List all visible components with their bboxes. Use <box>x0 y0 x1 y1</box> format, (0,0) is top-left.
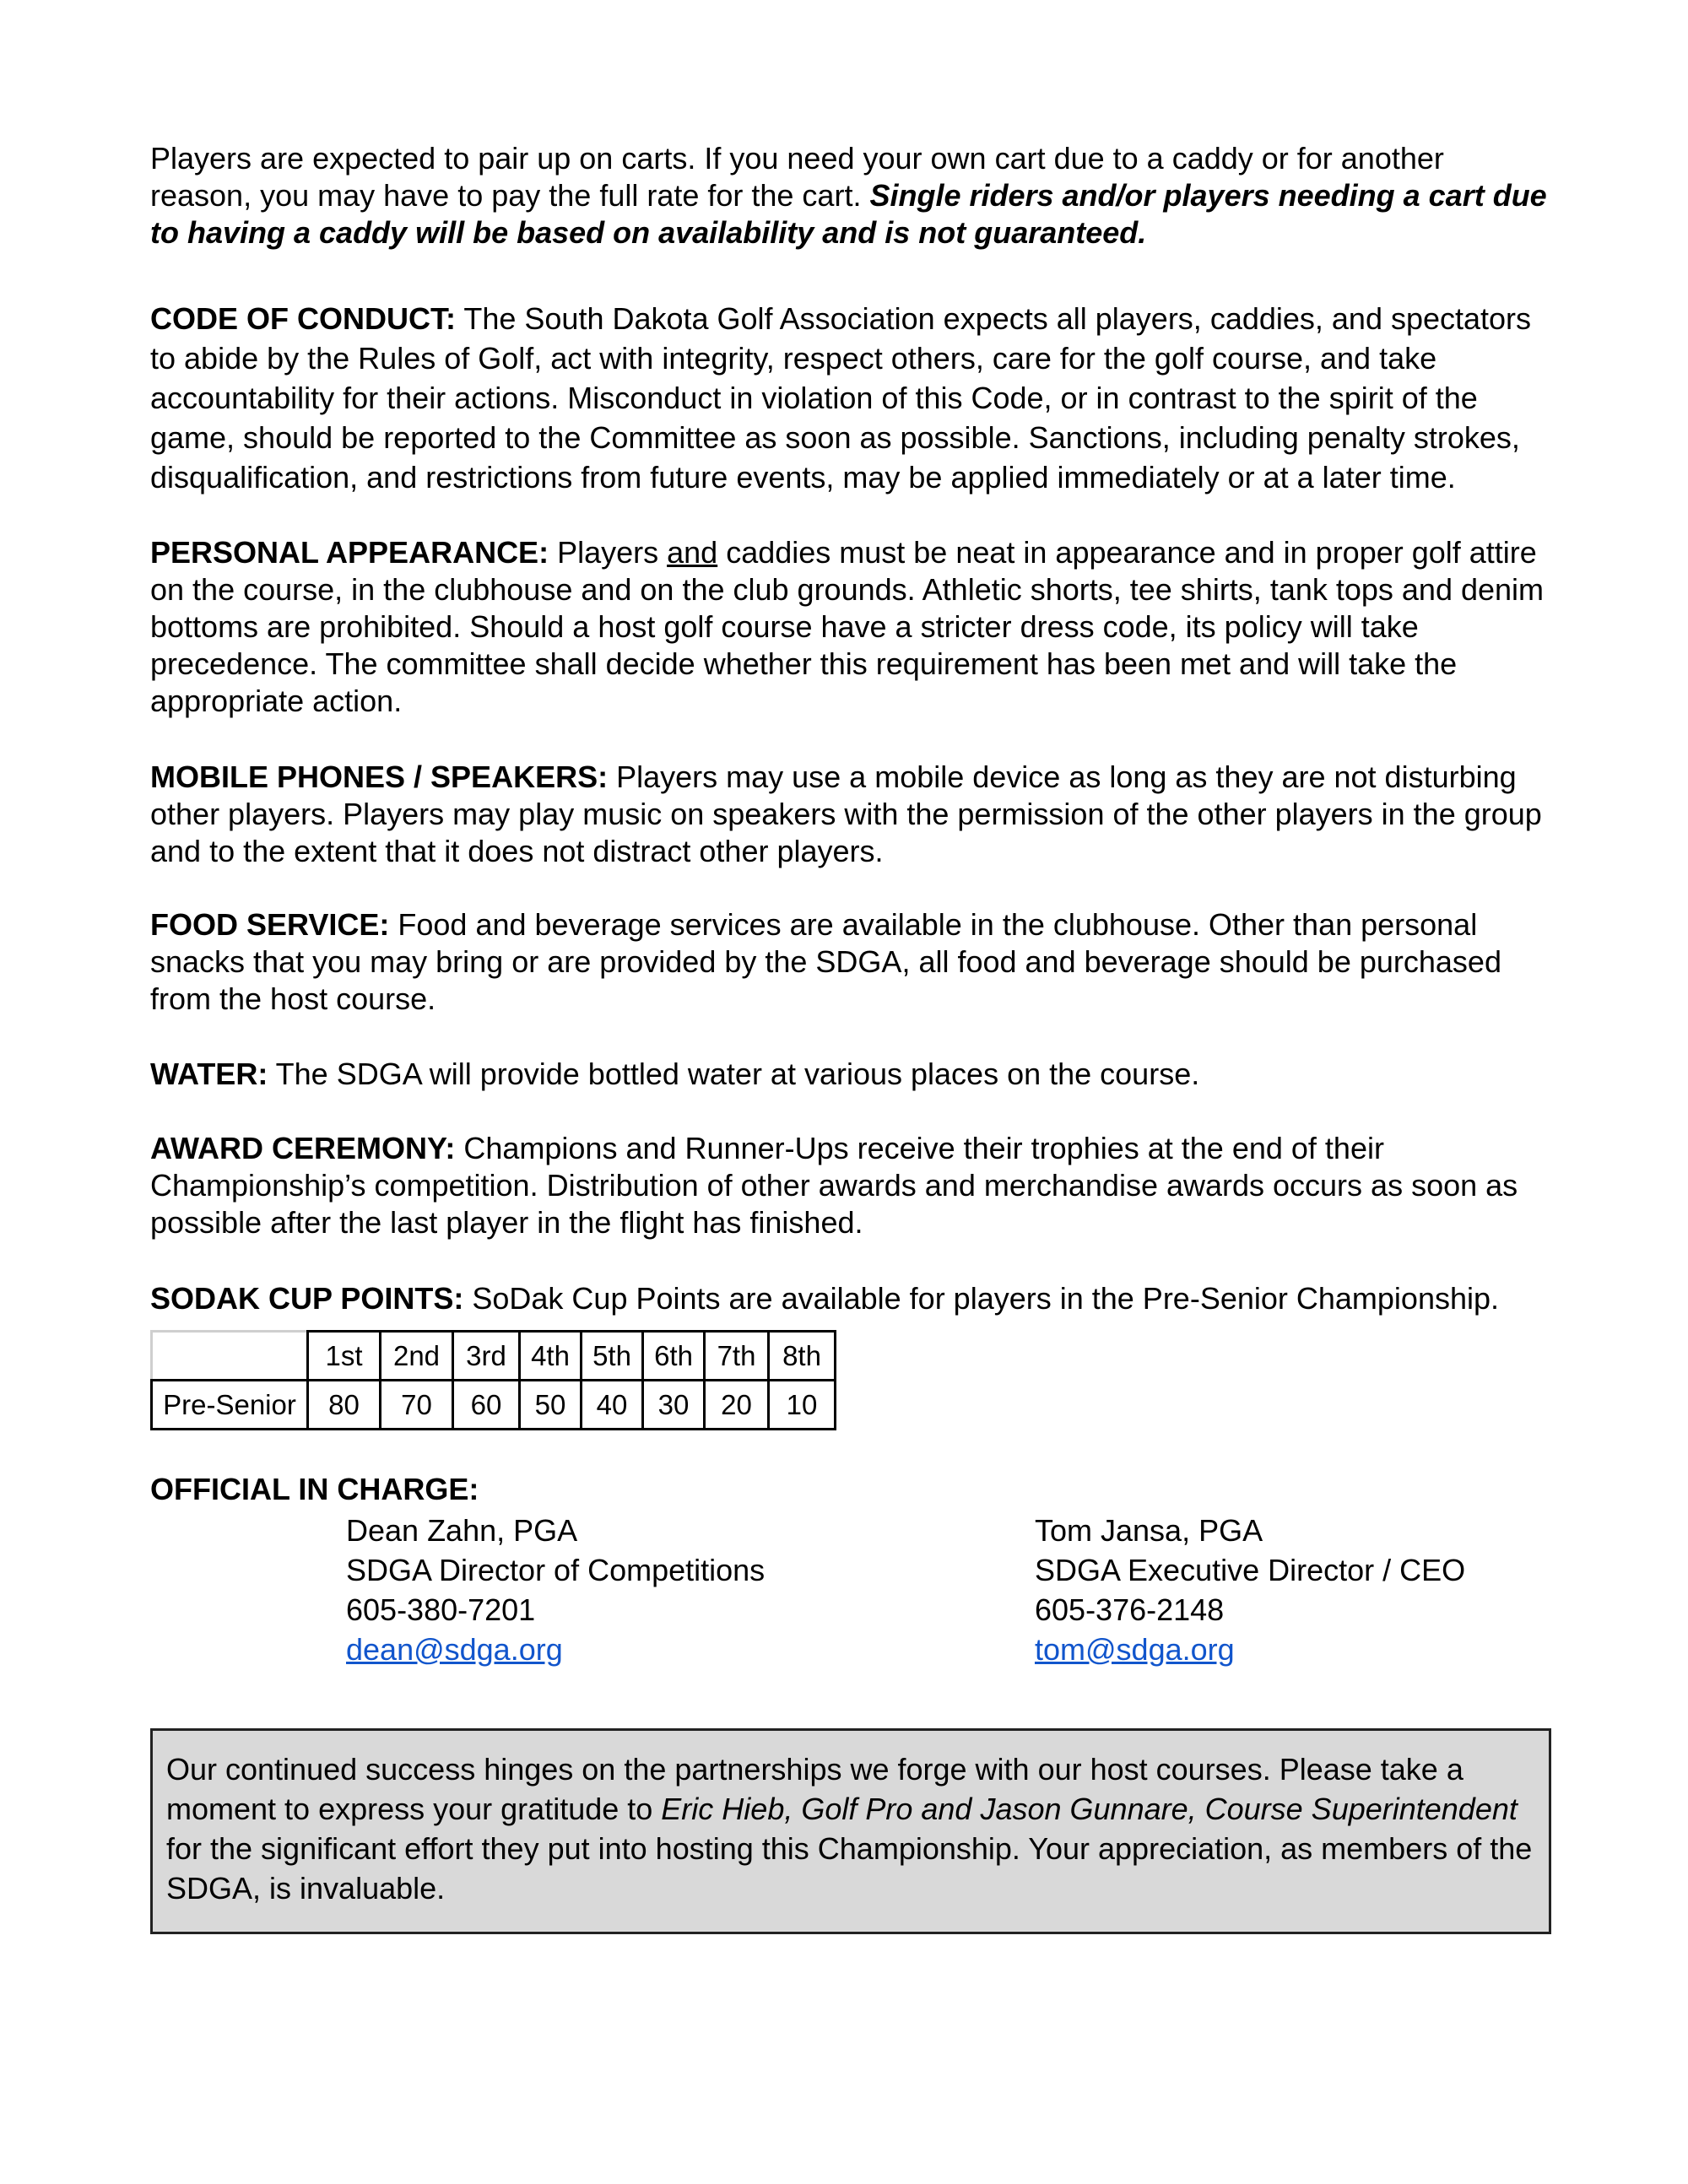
contact-card-tom <box>1035 1511 1465 1669</box>
contact-email-link[interactable]: tom@sdga.org <box>1035 1632 1235 1667</box>
section-text: caddies must be neat in appearance and in proper golf attire on the course, in the clubhouse and on the club grounds. Athletic shorts, tee shirts, tank tops and denim bottoms are prohibited. Should a host golf course have a stricter dress code, its policy will take precedence. The committee shall decide whether this requirement has been met and will take the appropriate action. <box>150 535 1545 718</box>
cart-policy-paragraph <box>150 140 1551 251</box>
contact-phone: 605-376-2148 <box>1035 1592 1225 1627</box>
table-header-cell: 3rd <box>453 1332 520 1381</box>
table-header-cell: 2nd <box>381 1332 453 1381</box>
section-heading: SODAK CUP POINTS: <box>150 1281 464 1316</box>
table-cell: 70 <box>381 1381 453 1430</box>
table-header-cell: 4th <box>520 1332 582 1381</box>
section-text: Champions and Runner-Ups receive their trophies at the end of their Championship’s competition. Distribution of other awards and merchandise awards occurs as soon as possible after the last player in the flight has finished. <box>150 1131 1518 1240</box>
table-header-cell: 8th <box>769 1332 836 1381</box>
gratitude-callout-box <box>150 1728 1551 1934</box>
host-staff-names: Eric Hieb, Golf Pro and Jason Gunnare, Course Superintendent <box>661 1792 1518 1826</box>
sodak-cup-points-table <box>150 1330 836 1430</box>
section-text: Players may use a mobile device as long as they are not disturbing other players. Players may play music on speakers with the permission of the other players in the group and to the extent that it does not distract other players. <box>150 760 1542 868</box>
mobile-phones-paragraph <box>150 759 1551 870</box>
section-heading: AWARD CEREMONY: <box>150 1131 456 1165</box>
contact-title: SDGA Director of Competitions <box>346 1553 766 1587</box>
water-paragraph <box>150 1056 1551 1093</box>
table-header-cell: 5th <box>582 1332 643 1381</box>
contact-card-dean <box>346 1511 765 1669</box>
gratitude-text-end: for the significant effort they put into hosting this Championship. Your appreciation, as members of the SDGA, is invaluable. <box>166 1831 1533 1906</box>
gratitude-text <box>153 1731 1550 1908</box>
cart-policy-text: Players are expected to pair up on carts. If you need your own cart due to a caddy or for another reason, you may have to pay the full rate for the cart. <box>150 141 1444 213</box>
section-heading: FOOD SERVICE: <box>150 907 390 942</box>
table-header-cell: 6th <box>643 1332 705 1381</box>
section-text: Players <box>549 535 668 570</box>
food-service-paragraph <box>150 906 1551 1018</box>
official-in-charge-heading <box>150 1471 1551 1508</box>
table-cell: 80 <box>308 1381 381 1430</box>
contact-name: Dean Zahn, PGA <box>346 1513 578 1548</box>
table-cell: 30 <box>643 1381 705 1430</box>
personal-appearance-paragraph <box>150 534 1551 720</box>
section-heading: PERSONAL APPEARANCE: <box>150 535 549 570</box>
table-cell: 40 <box>582 1381 643 1430</box>
section-text: Food and beverage services are available in the clubhouse. Other than personal snacks that you may bring or are provided by the SDGA, all food and beverage should be purchased from the host course. <box>150 907 1501 1016</box>
table-header-cell: 7th <box>705 1332 769 1381</box>
section-heading: MOBILE PHONES / SPEAKERS: <box>150 760 609 794</box>
code-of-conduct-paragraph <box>150 299 1551 497</box>
section-text: The South Dakota Golf Association expects all players, caddies, and spectators to abide by the Rules of Golf, act with integrity, respect others, care for the golf course, and take accountability for their actions. Misconduct in violation of this Code, or in contrast to the spirit of the game, should be reported to the Committee as soon as possible. Sanctions, including penalty strokes, disqualification, and restrictions from future events, may be applied immediately or at a later time. <box>150 301 1532 495</box>
section-heading: WATER: <box>150 1057 268 1091</box>
table-row <box>152 1381 836 1430</box>
sodak-cup-paragraph <box>150 1280 1551 1317</box>
table-cell: 60 <box>453 1381 520 1430</box>
award-ceremony-paragraph <box>150 1130 1551 1241</box>
contact-name: Tom Jansa, PGA <box>1035 1513 1263 1548</box>
section-heading: OFFICIAL IN CHARGE: <box>150 1472 479 1506</box>
contact-phone: 605-380-7201 <box>346 1592 536 1627</box>
table-row-label: Pre-Senior <box>152 1381 308 1430</box>
gratitude-text-start: Our continued success hinges on the partnerships we forge with our host courses. Please take a moment to express your gratitude to <box>166 1752 1463 1826</box>
table-header-row <box>152 1332 836 1381</box>
table-corner-cell <box>152 1332 308 1381</box>
table-cell: 10 <box>769 1381 836 1430</box>
contact-title: SDGA Executive Director / CEO <box>1035 1553 1466 1587</box>
table-cell: 50 <box>520 1381 582 1430</box>
table-header-cell: 1st <box>308 1332 381 1381</box>
section-text: The SDGA will provide bottled water at various places on the course. <box>268 1057 1200 1091</box>
section-text: SoDak Cup Points are available for players in the Pre-Senior Championship. <box>463 1281 1500 1316</box>
cart-policy-emphasis: Single riders and/or players needing a cart due to having a caddy will be based on availability and is not guaranteed. <box>150 178 1547 250</box>
contact-email-link[interactable]: dean@sdga.org <box>346 1632 563 1667</box>
table-cell: 20 <box>705 1381 769 1430</box>
section-heading: CODE OF CONDUCT: <box>150 301 456 336</box>
underlined-word: and <box>667 535 718 570</box>
